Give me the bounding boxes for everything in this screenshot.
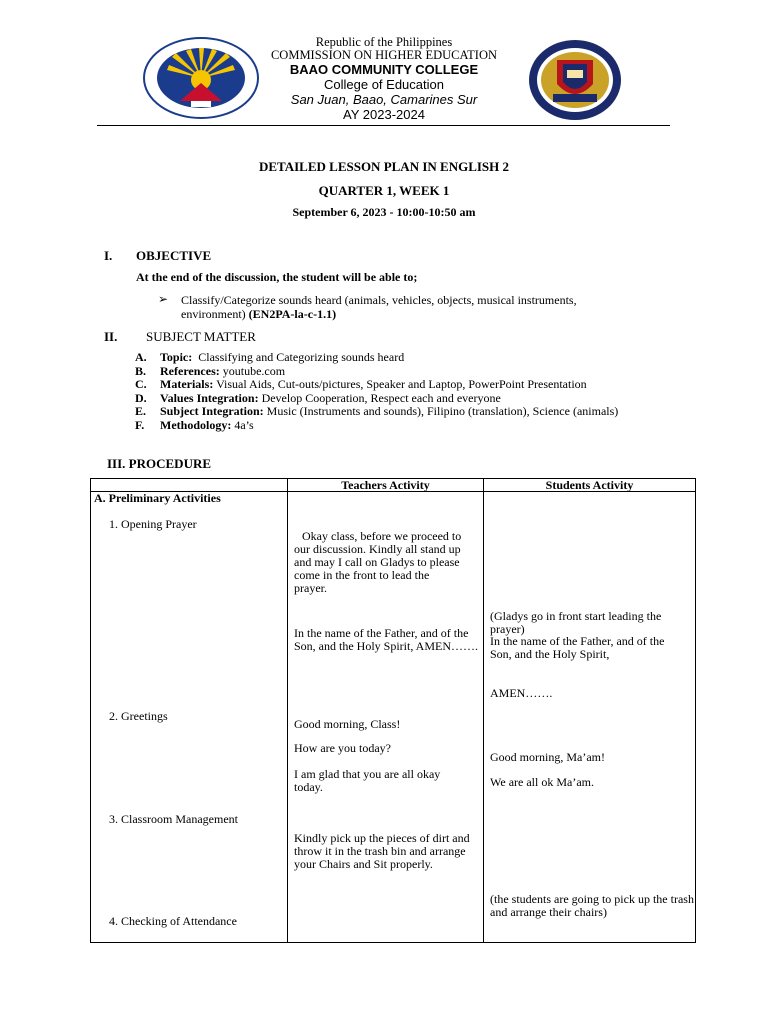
subject-item-references: B. References: youtube.com — [135, 363, 286, 378]
student-prayer-lead: (Gladys go in front start leading the prayer) — [490, 609, 662, 636]
teacher-greet-2: How are you today? — [294, 741, 391, 755]
step-classroom-management: 3. Classroom Management — [109, 812, 238, 826]
department-label: College of Education — [324, 77, 444, 92]
header-divider — [97, 125, 670, 126]
teacher-classroom-management: Kindly pick up the pieces of dirt and throw it in the trash bin and arrange your Chairs and Sit properly. — [294, 831, 470, 871]
objective-bullet-line2: environment) — [181, 307, 246, 321]
subject-heading: SUBJECT MATTER — [146, 329, 256, 344]
col-header-teacher: Teachers Activity — [288, 479, 484, 492]
student-greet-1: Good morning, Ma’am! — [490, 750, 605, 764]
subject-item-methodology: F. Methodology: 4a’s — [135, 417, 254, 432]
academic-year: AY 2023-2024 — [343, 107, 425, 122]
subject-numeral: II. — [104, 329, 118, 344]
student-greet-2: We are all ok Ma’am. — [490, 775, 594, 789]
step-opening-prayer: 1. Opening Prayer — [109, 517, 197, 531]
subject-item-integration: E. Subject Integration: Music (Instruments and sounds), Filipino (translation), Science (animals) — [135, 404, 619, 419]
student-classroom-management: (the students are going to pick up the trash and arrange their chairs) — [490, 892, 694, 919]
objective-bullet-line1: Classify/Categorize sounds heard (animals, vehicles, objects, musical instruments, — [181, 293, 577, 307]
objective-numeral: I. — [104, 248, 113, 263]
step-greetings: 2. Greetings — [109, 709, 168, 723]
commission-label: COMMISSION ON HIGHER EDUCATION — [270, 48, 498, 62]
student-amen: AMEN……. — [490, 686, 553, 700]
document-title: DETAILED LESSON PLAN IN ENGLISH 2 — [258, 159, 510, 174]
lesson-date: September 6, 2023 - 10:00-10:50 am — [292, 205, 476, 219]
step-checking-attendance: 4. Checking of Attendance — [109, 914, 237, 928]
address-label: San Juan, Baao, Camarines Sur — [290, 92, 478, 107]
teacher-greet-1: Good morning, Class! — [294, 717, 401, 731]
quarter-label: QUARTER 1, WEEK 1 — [318, 183, 450, 198]
competency-code: (EN2PA-la-c-1.1) — [248, 307, 337, 321]
procedure-table — [90, 478, 696, 943]
baao-college-seal-logo — [527, 38, 623, 122]
student-prayer-text: In the name of the Father, and of the Son, and the Holy Spirit, — [490, 634, 665, 661]
subject-item-materials: C. Materials: Visual Aids, Cut-outs/pictures, Speaker and Laptop, PowerPoint Presentation — [135, 377, 587, 392]
section-preliminary: A. Preliminary Activities — [94, 491, 221, 505]
objective-intro: At the end of the discussion, the student will be able to; — [136, 270, 418, 284]
teacher-greet-3: I am glad that you are all okay today. — [294, 767, 441, 794]
college-name: BAAO COMMUNITY COLLEGE — [289, 62, 479, 77]
col-header-student: Students Activity — [484, 479, 696, 492]
subject-item-values: D. Values Integration: Develop Cooperation, Respect each and everyone — [135, 390, 501, 405]
teacher-prayer-text: In the name of the Father, and of the Son, and the Holy Spirit, AMEN……. — [294, 626, 479, 653]
subject-item-topic: A. Topic: Classifying and Categorizing sounds heard — [135, 350, 405, 364]
teacher-prayer-intro: Okay class, before we proceed to our discussion. Kindly all stand up and may I call on Gladys to please come in the front to lead the prayer. — [294, 529, 462, 595]
objective-heading: OBJECTIVE — [136, 248, 212, 263]
procedure-heading: III. PROCEDURE — [107, 456, 212, 471]
arrow-bullet-icon: ➢ — [158, 292, 169, 306]
table-header-empty — [91, 479, 288, 492]
country-label: Republic of the Philippines — [315, 35, 453, 49]
